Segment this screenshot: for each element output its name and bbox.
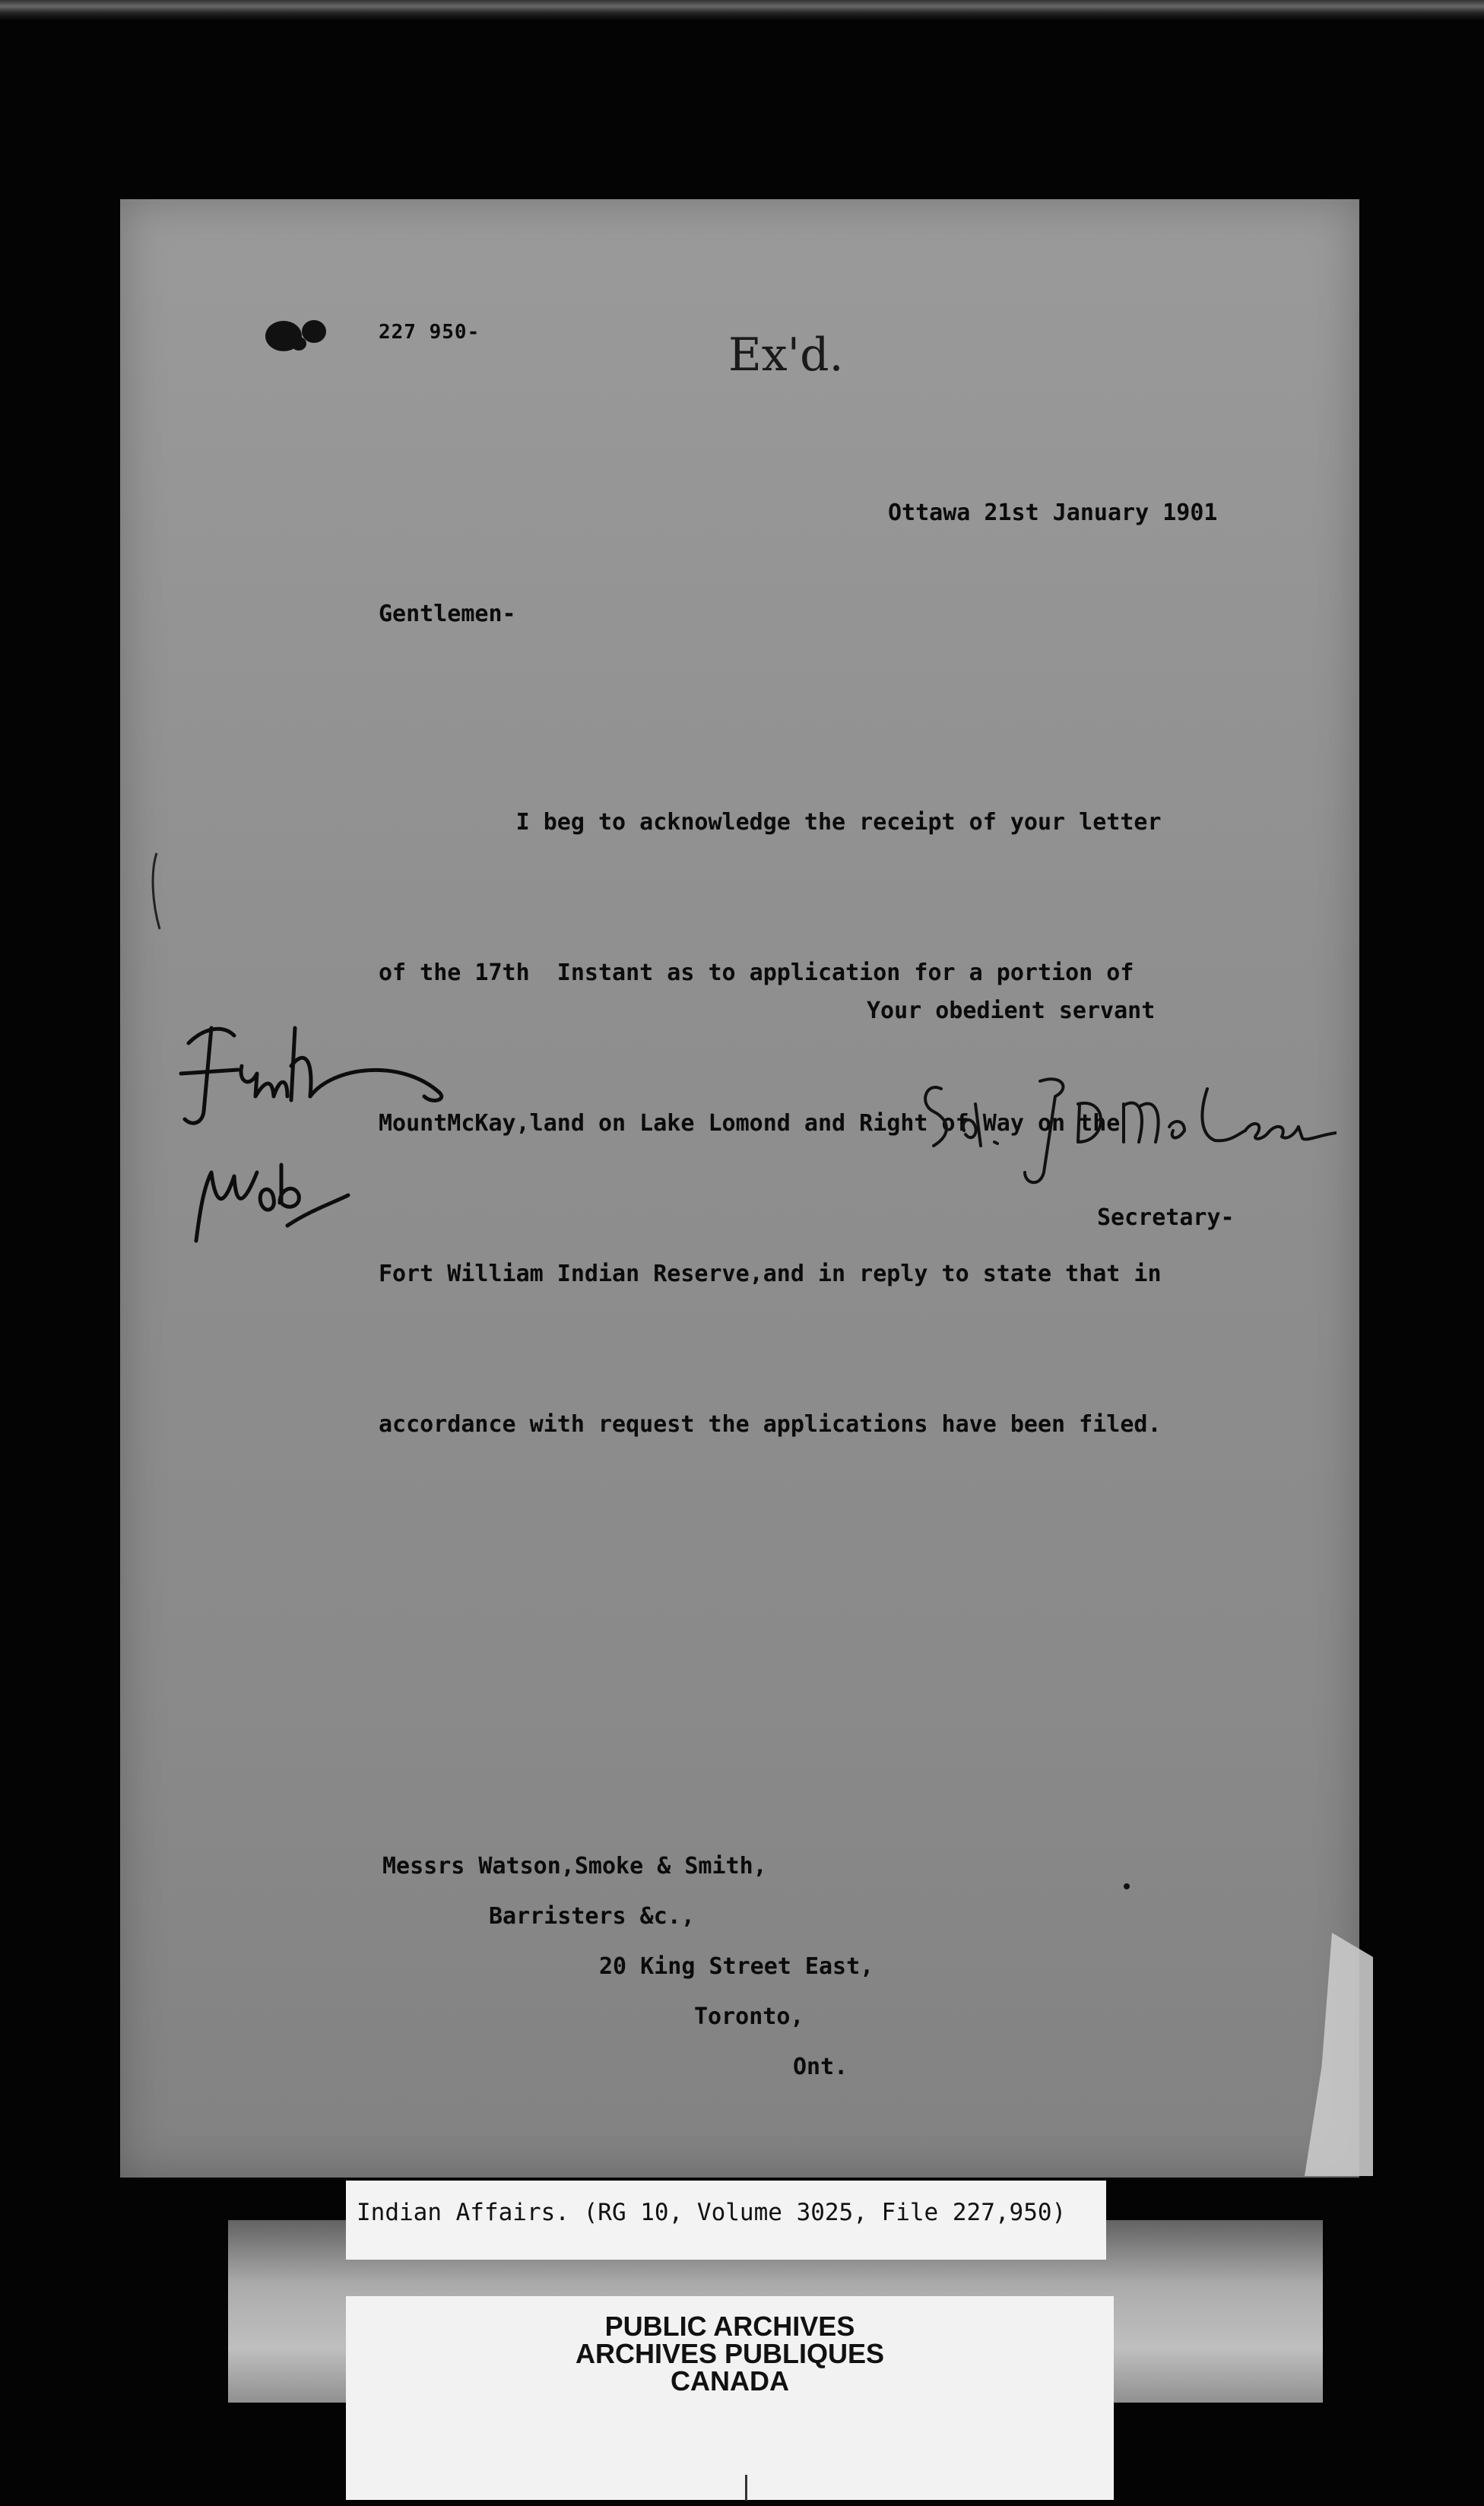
body-line: accordance with request the applications have been filed. [379, 1411, 1162, 1438]
body-line: I beg to acknowledge the receipt of your letter [379, 809, 1162, 836]
margin-note-handwriting [151, 982, 470, 1302]
film-edge-strip [0, 0, 1484, 21]
body-line: Fort William Indian Reserve,and in reply to state that in [379, 1261, 1162, 1287]
recipient-address [382, 1841, 874, 2092]
film-mark [745, 2475, 747, 2501]
letter-page [120, 199, 1359, 2178]
margin-bracket-mark [143, 849, 166, 933]
address-line: 20 King Street East, [599, 1953, 874, 1980]
address-line: Barristers &c., [489, 1903, 695, 1930]
file-number: 227 950- [379, 321, 480, 344]
archive-reference-label [346, 2181, 1106, 2260]
body-line: MountMcKay,land on Lake Lomond and Right of Way on the [379, 1110, 1121, 1137]
stamp-text [346, 2313, 1114, 2395]
stamp-line: ARCHIVES PUBLIQUES [575, 2338, 885, 2369]
examined-stamp: Ex'd. [728, 328, 844, 382]
closing-phrase: Your obedient servant [867, 998, 1156, 1024]
stamp-line: PUBLIC ARCHIVES [604, 2311, 855, 2342]
salutation: Gentlemen- [379, 601, 516, 627]
signatory-title: Secretary- [1097, 1204, 1235, 1231]
torn-corner [1305, 1933, 1373, 2176]
ink-blot-icon [261, 313, 337, 356]
body-line: of the 17th Instant as to application for a portion of [379, 960, 1134, 986]
archive-reference-text: Indian Affairs. (RG 10, Volume 3025, File 227,950) [357, 2199, 1067, 2226]
address-line: Toronto, [694, 2003, 804, 2030]
stamp-line: CANADA [671, 2365, 789, 2397]
handwritten-signature [911, 1058, 1337, 1195]
letter-date: Ottawa 21st January 1901 [888, 500, 1218, 526]
public-archives-stamp [346, 2296, 1114, 2500]
address-line: Messrs Watson,Smoke & Smith, [382, 1853, 767, 1880]
address-line: Ont. [793, 2054, 848, 2080]
ink-dot [1124, 1883, 1130, 1889]
